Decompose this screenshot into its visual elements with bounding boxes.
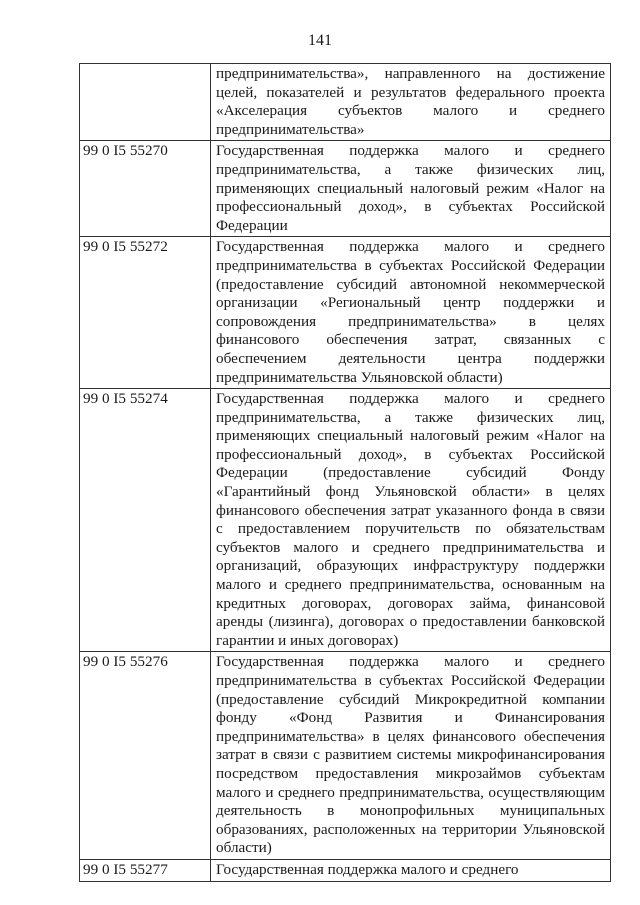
row-code: 99 0 I5 55274	[80, 389, 211, 652]
table-row	[80, 141, 611, 237]
row-description: Государственная поддержка малого и среднего предпринимательства, а также физических лиц, применяющих специальный налоговый режим «Налог на профессиональный доход», в субъектах Российской Федерации (предоставление субсидий Фонду «Гарантийный фонд Ульяновской области» в целях финансового обеспечения затрат указанного фонда в связи с предоставлением поручительств по обязательствам субъектов малого и среднего предпринимательства и организаций, образующих инфраструктуру поддержки малого и среднего предпринимательства, основанным на кредитных договорах, договорах займа, финансовой аренды (лизинга), договорах о предоставлении банковской гарантии и иных договорах)	[211, 389, 611, 652]
table-row	[80, 237, 611, 389]
row-description: предпринимательства», направленного на достижение целей, показателей и результатов федерального проекта «Акселерация субъектов малого и среднего предпринимательства»	[211, 64, 611, 141]
table-row	[80, 389, 611, 652]
row-code: 99 0 I5 55277	[80, 859, 211, 881]
row-description: Государственная поддержка малого и среднего предпринимательства, а также физических лиц, применяющих специальный налоговый режим «Налог на профессиональный доход», в субъектах Российской Федерации	[211, 141, 611, 237]
table-row	[80, 64, 611, 141]
row-description: Государственная поддержка малого и среднего предпринимательства в субъектах Российской Федерации (предоставление субсидий Микрокредитной компании фонду «Фонд Развития и Финансирования предпринимательства» в целях финансового обеспечения затрат в связи с развитием системы микрофинансирования посредством предоставления микрозаймов субъектам малого и среднего предпринимательства, осуществляющим деятельность в монопрофильных муниципальных образованиях, расположенных на территории Ульяновской области)	[211, 652, 611, 860]
row-code: 99 0 I5 55276	[80, 652, 211, 860]
row-description: Государственная поддержка малого и среднего	[211, 859, 611, 881]
row-code	[80, 64, 211, 141]
row-description: Государственная поддержка малого и среднего предпринимательства в субъектах Российской Федерации (предоставление субсидий автономной некоммерческой организации «Региональный центр поддержки и сопровождения предпринимательства» в целях финансового обеспечения затрат, связанных с обеспечением деятельности центра поддержки предпринимательства Ульяновской области)	[211, 237, 611, 389]
budget-code-table	[79, 63, 611, 882]
row-code: 99 0 I5 55272	[80, 237, 211, 389]
table-row	[80, 859, 611, 881]
table-row	[80, 652, 611, 860]
page-number: 141	[308, 32, 332, 49]
row-code: 99 0 I5 55270	[80, 141, 211, 237]
